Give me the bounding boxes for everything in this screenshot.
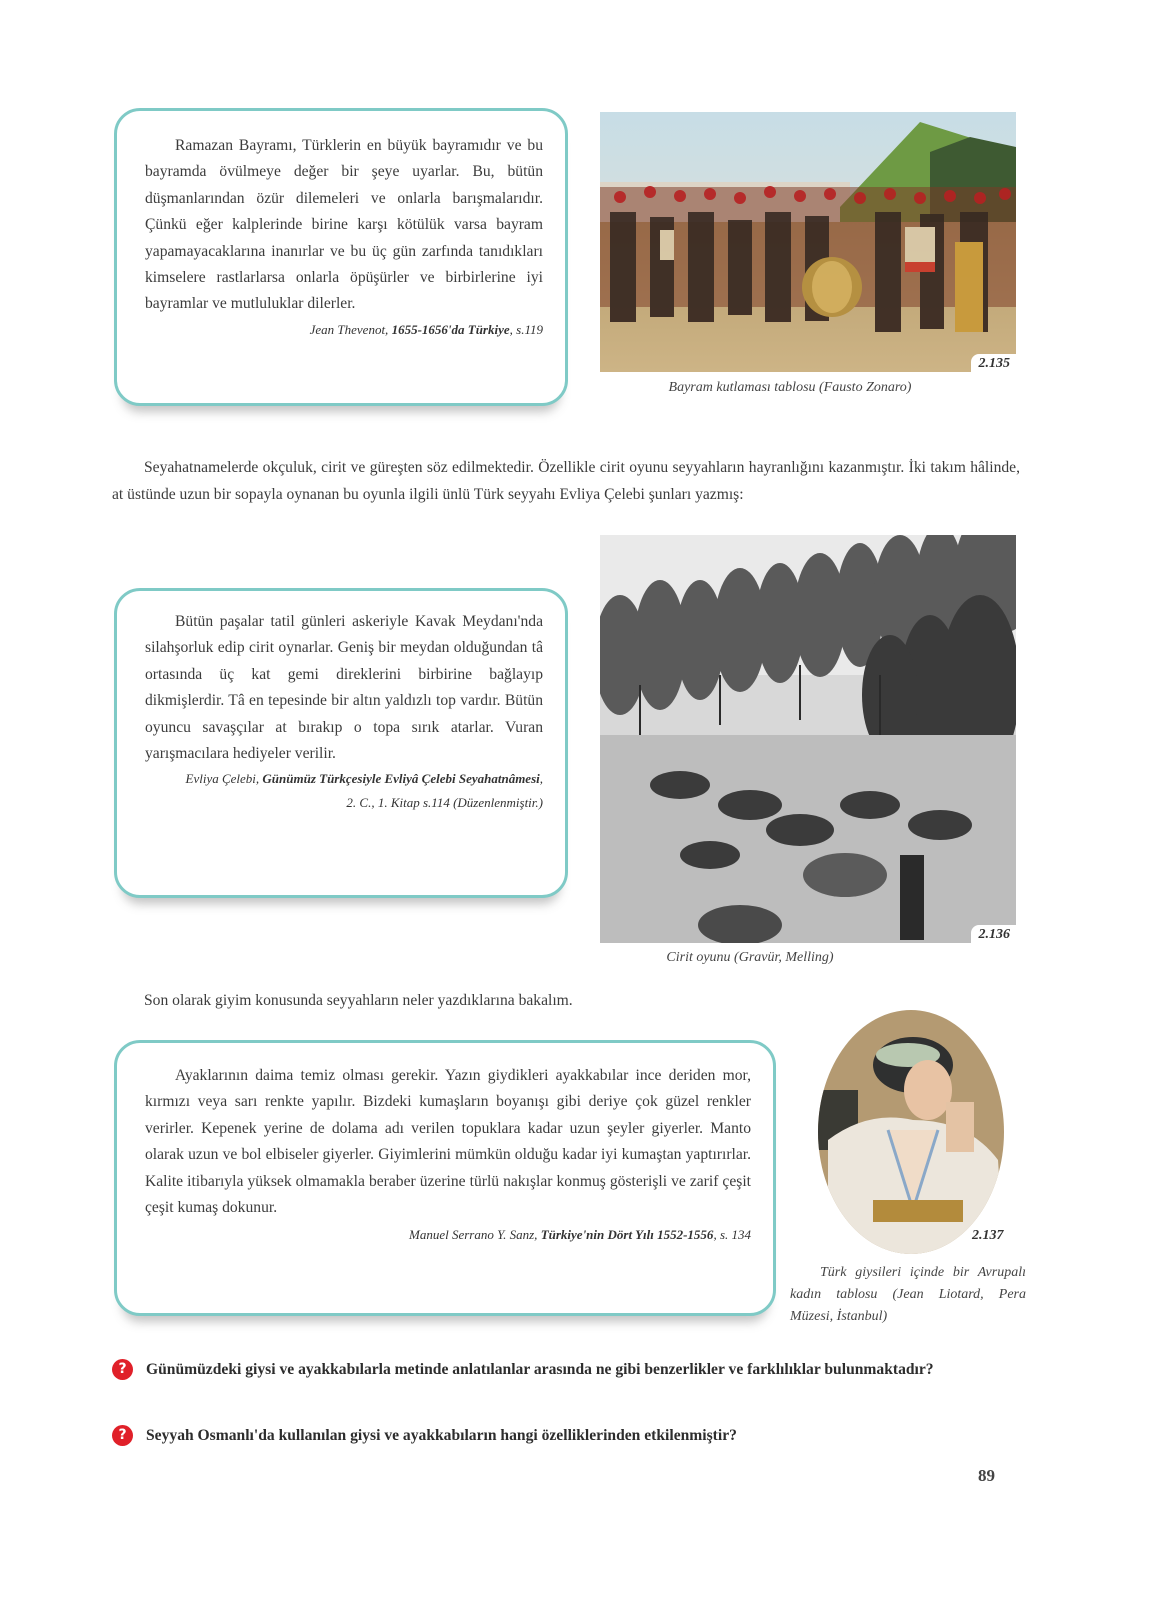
citation (145, 1223, 751, 1247)
discussion-question (112, 1356, 1024, 1383)
page-number: 89 (978, 1466, 995, 1485)
citation-title: 1655-1656'da Türkiye (391, 321, 510, 337)
figure-number: 2.137 (972, 1228, 1004, 1243)
figure-liotard-portrait (818, 1010, 1004, 1254)
figure-cirit-engraving (600, 535, 1016, 943)
citation (145, 318, 543, 342)
figure-number: 2.135 (971, 354, 1017, 372)
oval-portrait-woman-icon (818, 1010, 1004, 1254)
question-mark-icon: ? (112, 1425, 133, 1446)
figure-number: 2.136 (971, 925, 1017, 943)
discussion-question (112, 1422, 1024, 1449)
question-text: Seyyah Osmanlı'da kullanılan giysi ve ayakkabıların hangi özelliklerinden etkilenmiştir? (146, 1427, 737, 1444)
citation-author: Jean Thevenot, (309, 321, 392, 337)
citation (145, 767, 543, 815)
body-paragraph: Seyahatnamelerde okçuluk, cirit ve güreşten söz edilmektedir. Özellikle cirit oyunu seyyahların hayranlığını kazanmıştır. İki takım hâlinde, at üstünde uzun bir sopayla oynanan bu oyunla ilgili ünlü Türk seyyahı Evliya Çelebi şunları yazmış: (112, 459, 1020, 503)
quote-text: Bütün paşalar tatil günleri askeriyle Kavak Meydanı'nda silahşorluk edip cirit oynarlar. Geniş bir meydan olduğundan tâ ortasında üç kat gemi direklerini birbirine bağlayıp dikmişlerdir. Tâ en tepesinde bir altın yaldızlı top vardır. Bütün oyuncu savaşçılar at bırakıp o topa sırık atarlar. Vuran yarışmacılara hediyeler verilir. (145, 613, 543, 763)
body-paragraph: Son olarak giyim konusunda seyyahların neler yazdıklarına bakalım. (144, 992, 573, 1009)
citation-author: Evliya Çelebi, (185, 771, 263, 787)
quote-box-evliya (114, 588, 568, 898)
citation-title: Türkiye'nin Dört Yılı 1552-1556 (540, 1227, 714, 1243)
figure-bayram-painting (600, 112, 1016, 372)
citation-page: , s.119 (509, 321, 543, 337)
figure-caption: Bayram kutlaması tablosu (Fausto Zonaro) (668, 380, 912, 395)
quote-text: Ayaklarının daima temiz olması gerekir. Yazın giydikleri ayakkabılar ince deriden mor, kırmızı veya sarı renkte yapılır. Bizdeki kumaşların boyanışı gibi deriye çok güzel renkler verirler. Kepenek yerine de dolama adı verilen topuklara kadar uzun şeyler giyerler. Manto olarak uzun ve bol elbiseler giyerler. Giyimlerini mümkün olduğu kadar iyi kumaştan yaptırırlar. Kalite itibarıyla yüksek olmamakla beraber üzerine türlü nakışlar konmuş gösterişli ve zarif çeşit çeşit kumaş dokunur. (145, 1067, 751, 1217)
citation-title: Günümüz Türkçesiyle Evliyâ Çelebi Seyahatnâmesi (262, 771, 540, 787)
question-text: Günümüzdeki giysi ve ayakkabılarla metinde anlatılanlar arasında ne gibi benzerlikler ve farklılıklar bulunmaktadır? (146, 1361, 934, 1378)
quote-box-thevenot (114, 108, 568, 406)
quote-text: Ramazan Bayramı, Türklerin en büyük bayramıdır ve bu bayramda övülmeye değer bir şeye uyarlar. Bu, bütün düşmanlarından özür dilemeleri ve onlarla barışmalarıdır. Çünkü eğer kalplerinde birine karşı kötülük varsa bayram yapamayacaklarına inanırlar ve bu üç gün zarfında tanıdıkları kimselere rastlarlarsa onlarla öpüşürler ve birbirlerine iyi bayramlar ve mutluluklar dilerler. (145, 137, 543, 313)
quote-box-serrano (114, 1040, 776, 1316)
figure-caption: Türk giysileri içinde bir Avrupalı kadın tablosu (Jean Liotard, Pera Müzesi, İstanbul) (790, 1265, 1026, 1324)
citation-author: Manuel Serrano Y. Sanz, (408, 1227, 541, 1243)
citation-page: , s. 134 (713, 1227, 751, 1243)
painting-crowd-festival-icon (600, 112, 1016, 372)
figure-caption: Cirit oyunu (Gravür, Melling) (666, 950, 834, 965)
engraving-horsemen-icon (600, 535, 1016, 943)
citation-page: , 2. C., 1. Kitap s.114 (Düzenlenmiştir.) (346, 771, 543, 811)
question-mark-icon: ? (112, 1359, 133, 1380)
